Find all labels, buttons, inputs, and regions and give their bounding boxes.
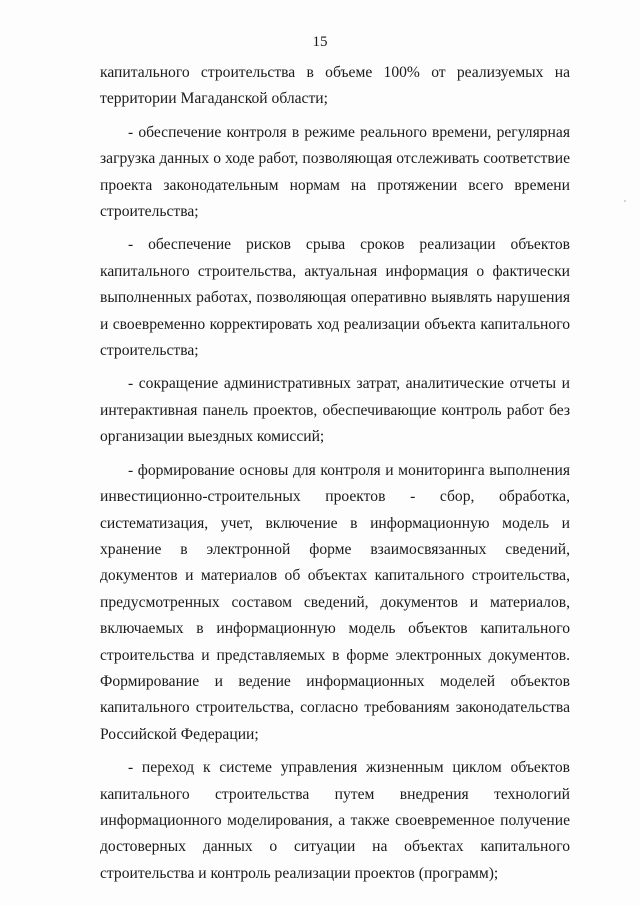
paragraph-risk-management: - обеспечение рисков срыва сроков реализации объектов капитального строительства, актуальная информация о фактически выполненных работах, позволяющая оперативно выявлять нарушения и своевременно корректировать ход реализации объекта капитального строительства; [100, 236, 570, 360]
paragraph-monitoring-basis: - формирование основы для контроля и мониторинга выполнения инвестиционно-строительных проектов - сбор, обработка, систематизация, учет, включение в информационную модель и хранение в электронной форме взаимосвязанных сведений, документов и материалов об объектах капитального строительства, предусмотренных составом сведений, документов и материалов, включаемых в информационную модель объектов капитального строительства и представляемых в форме электронных документов. Формирование и ведение информационных моделей объектов капитального строительства, согласно требованиям законодательства Российской Федерации; [100, 461, 570, 743]
scan-speck [624, 200, 626, 202]
document-body [100, 60, 570, 887]
paragraph-realtime-control: - обеспечение контроля в режиме реального времени, регулярная загрузка данных о ходе работ, позволяющая отслеживать соответствие проекта законодательным нормам на протяжении всего времени строительства; [100, 123, 570, 221]
paragraph-lifecycle-management: - переход к системе управления жизненным циклом объектов капитального строительства путем внедрения технологий информационного моделирования, а также своевременное получение достоверных данных о ситуации на объектах капитального строительства и контроль реализации проектов (программ); [100, 759, 570, 882]
paragraph-cost-reduction: - сокращение административных затрат, аналитические отчеты и интерактивная панель проектов, обеспечивающие контроль работ без организации выездных комиссий; [100, 375, 570, 446]
paragraph-continuation: капитального строительства в объеме 100% от реализуемых на территории Магаданской области; [100, 64, 570, 108]
page-number: 15 [312, 34, 328, 50]
